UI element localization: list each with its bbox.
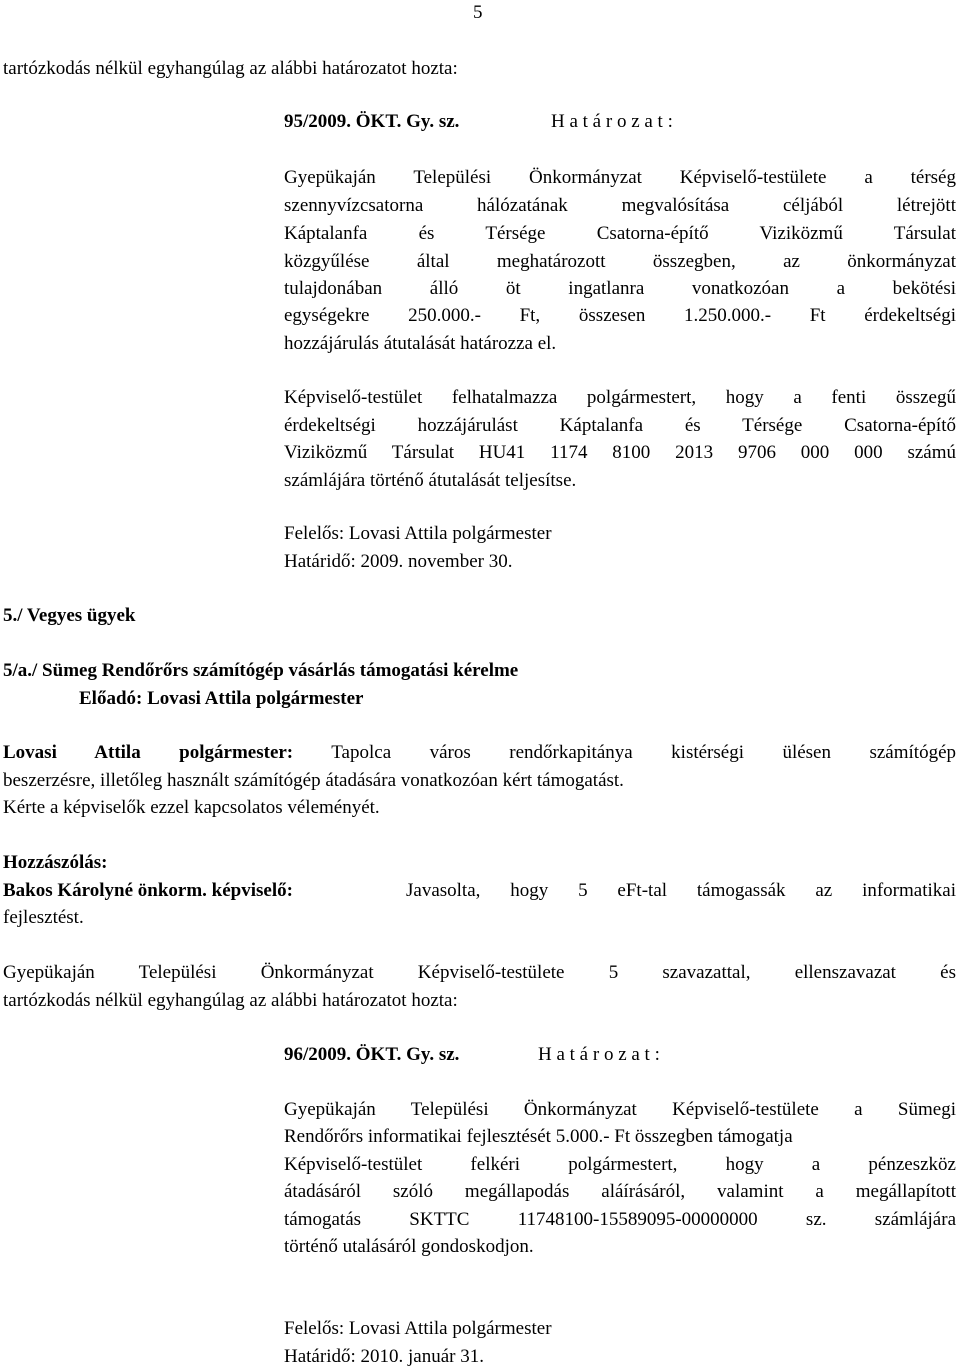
commenter-name: Bakos Károlyné önkorm. képviselő: bbox=[3, 880, 293, 901]
comment-text: Javasolta, hogy 5 eFt-tal támogassák az informatikai bbox=[406, 880, 956, 901]
resolution-95-heading: H a t á r o z a t : bbox=[551, 111, 673, 132]
resolution-96-heading: H a t á r o z a t : bbox=[538, 1044, 660, 1065]
speech-text: Tapolca város rendőrkapitánya kistérségi ülésen számítógép bbox=[331, 742, 956, 763]
resolution-96-number: 96/2009. ÖKT. Gy. sz. bbox=[284, 1044, 460, 1065]
item-5a-title: 5/a./ Sümeg Rendőrőrs számítógép vásárlás támogatási kérelme bbox=[3, 660, 519, 681]
vote-line: Gyepükaján Települési Önkormányzat Képviselő-testülete 5 szavazattal, ellenszavazat és bbox=[3, 962, 956, 983]
item-5a-speech-line3: Kérte a képviselők ezzel kapcsolatos véleményét. bbox=[3, 797, 380, 818]
resolution-95-para1-line: hozzájárulás átutalását határozza el. bbox=[284, 333, 557, 354]
item-5a-speech-line2: beszerzésre, illetőleg használt számítógép átadására vonatkozóan kért támogatást. bbox=[3, 770, 624, 791]
speaker-name: Lovasi Attila polgármester: bbox=[3, 742, 294, 763]
resolution-96-para1-line: Gyepükaján Települési Önkormányzat Képviselő-testülete a Sümegi bbox=[284, 1099, 956, 1120]
item-5a-presenter: Előadó: Lovasi Attila polgármester bbox=[79, 688, 364, 709]
resolution-95-responsible: Felelős: Lovasi Attila polgármester bbox=[284, 523, 552, 544]
resolution-96-para1-line: Rendőrőrs informatikai fejlesztését 5.000.- Ft összegben támogatja bbox=[284, 1126, 793, 1147]
resolution-95-para1-line: szennyvízcsatorna hálózatának megvalósítása céljából létrejött bbox=[284, 195, 956, 216]
intro-line: tartózkodás nélkül egyhangúlag az alábbi határozatot hozta: bbox=[3, 58, 458, 79]
section-5-title: 5./ Vegyes ügyek bbox=[3, 605, 136, 626]
resolution-95-para1-line: közgyűlése által meghatározott összegben, az önkormányzat bbox=[284, 251, 956, 272]
resolution-95-number: 95/2009. ÖKT. Gy. sz. bbox=[284, 111, 460, 132]
page-number: 5 bbox=[473, 2, 483, 23]
resolution-96-para2-line: támogatás SKTTC 11748100-15589095-00000000 sz. számlájára bbox=[284, 1209, 956, 1230]
resolution-96-deadline: Határidő: 2010. január 31. bbox=[284, 1346, 484, 1367]
resolution-95-para2-line: érdekeltségi hozzájárulást Káptalanfa és Térsége Csatorna-építő bbox=[284, 415, 956, 436]
resolution-96-para2-line: Képviselő-testület felkéri polgármestert, hogy a pénzeszköz bbox=[284, 1154, 956, 1175]
resolution-95-para2-line: számlájára történő átutalását teljesítse. bbox=[284, 470, 577, 491]
resolution-95-para1-line: Káptalanfa és Térsége Csatorna-építő Viziközmű Társulat bbox=[284, 223, 956, 244]
resolution-95-para1-line: tulajdonában álló öt ingatlanra vonatkozóan a bekötési bbox=[284, 278, 956, 299]
resolution-95-deadline: Határidő: 2009. november 30. bbox=[284, 551, 513, 572]
resolution-95-para1-line: egységekre 250.000.- Ft, összesen 1.250.000.- Ft érdekeltségi bbox=[284, 305, 956, 326]
vote-line: tartózkodás nélkül egyhangúlag az alábbi határozatot hozta: bbox=[3, 990, 458, 1011]
resolution-95-para2-line: Képviselő-testület felhatalmazza polgármestert, hogy a fenti összegű bbox=[284, 387, 956, 408]
comments-label: Hozzászólás: bbox=[3, 852, 108, 873]
resolution-96-para2-line: átadásáról szóló megállapodás aláírásáról, valamint a megállapított bbox=[284, 1181, 956, 1202]
resolution-95-para2-line: Viziközmű Társulat HU41 1174 8100 2013 9706 000 000 számú bbox=[284, 442, 956, 463]
item-5a-speech-line1 bbox=[3, 739, 956, 766]
resolution-95-para1-line: Gyepükaján Települési Önkormányzat Képviselő-testülete a térség bbox=[284, 167, 956, 188]
comment-text-line2: fejlesztést. bbox=[3, 907, 84, 928]
resolution-96-responsible: Felelős: Lovasi Attila polgármester bbox=[284, 1318, 552, 1339]
resolution-96-para2-line: történő utalásáról gondoskodjon. bbox=[284, 1236, 534, 1257]
